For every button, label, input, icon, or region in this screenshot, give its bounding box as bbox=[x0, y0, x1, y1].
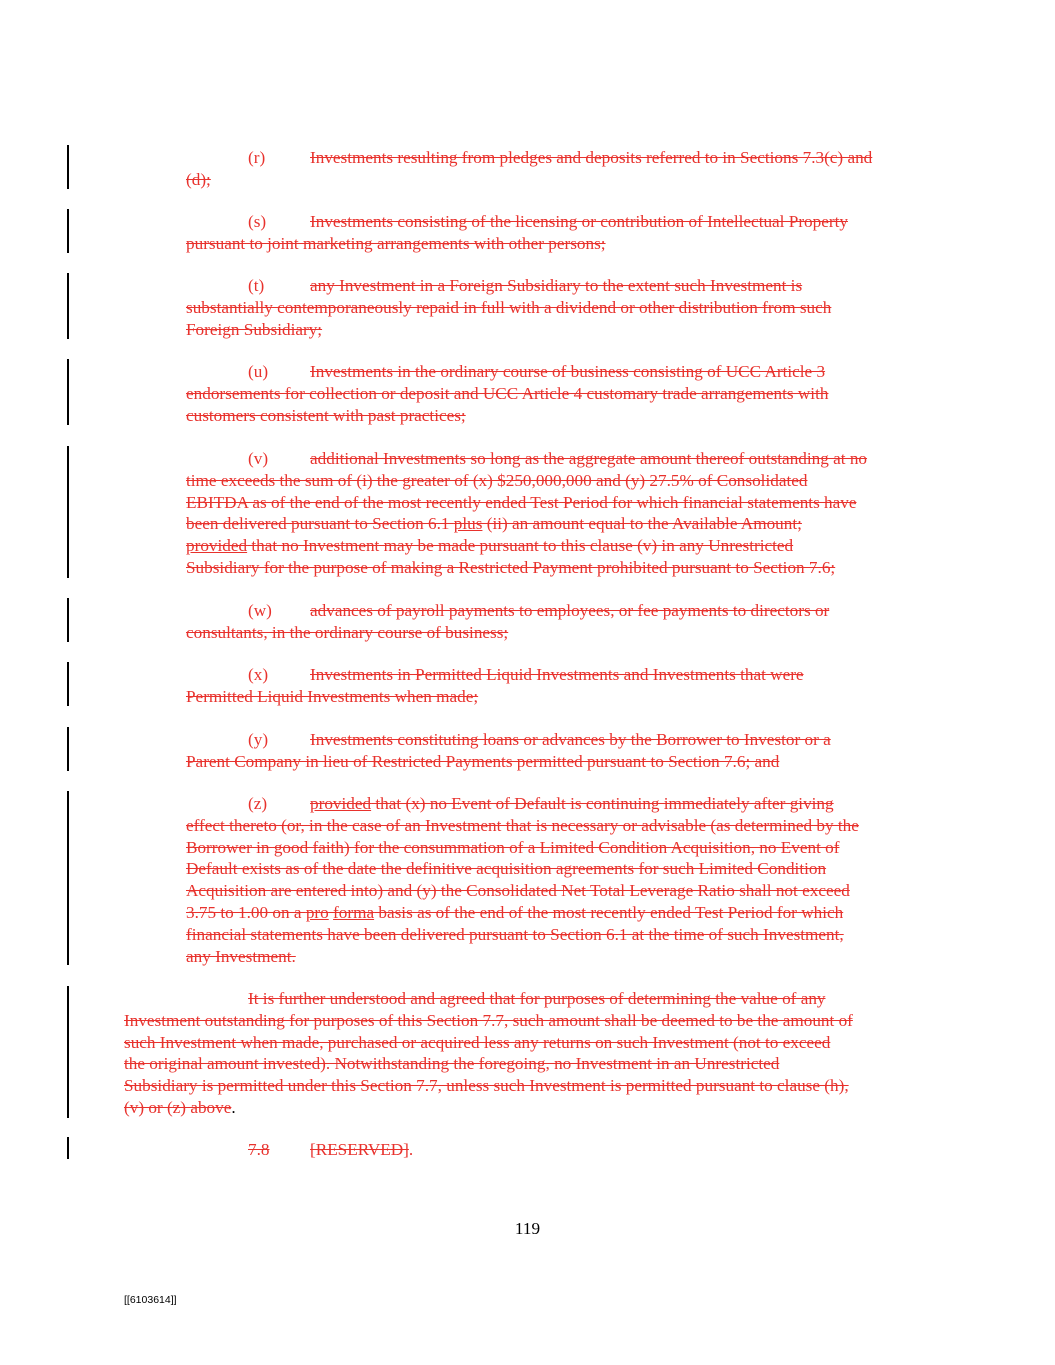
section-number: 7.8 bbox=[248, 1140, 270, 1159]
clause-text: pursuant to joint marketing arrangements with other persons; bbox=[186, 233, 606, 253]
change-bar bbox=[67, 209, 69, 253]
clause-text: customers consistent with past practices; bbox=[186, 405, 466, 425]
clause-s bbox=[186, 211, 931, 255]
clause-w bbox=[186, 600, 931, 644]
emphasis-term: pro bbox=[305, 902, 329, 922]
clause-text: Borrower in good faith) for the consummation of a Limited Condition Acquisition, no Event of bbox=[186, 837, 840, 857]
clause-text: that no Investment may be made pursuant to this clause (v) in any Unrestricted bbox=[247, 536, 794, 556]
clause-text: basis as of the end of the most recently ended Test Period for which bbox=[374, 902, 844, 922]
emphasis-term: forma bbox=[333, 902, 375, 922]
clause-text: (d); bbox=[186, 169, 211, 189]
section-7-8 bbox=[186, 1139, 931, 1161]
clause-text: been delivered pursuant to Section 6.1 bbox=[186, 514, 454, 534]
clause-text: EBITDA as of the end of the most recently ended Test Period for which financial statements have bbox=[186, 492, 857, 512]
change-bar bbox=[67, 1137, 69, 1159]
change-bar bbox=[67, 359, 69, 425]
clause-text: financial statements have been delivered pursuant to Section 6.1 at the time of such Investment, bbox=[186, 924, 844, 944]
clause-text: consultants, in the ordinary course of business; bbox=[186, 622, 509, 642]
clause-label: (u) bbox=[248, 362, 269, 381]
clause-label: (y) bbox=[248, 730, 269, 749]
change-bar bbox=[67, 598, 69, 642]
paragraph-text: (v) or (z) above bbox=[124, 1097, 232, 1117]
clause-text: Investments constituting loans or advances by the Borrower to Investor or a bbox=[310, 730, 831, 749]
clause-v bbox=[186, 448, 931, 579]
clause-text: Foreign Subsidiary; bbox=[186, 319, 323, 339]
clause-label: (v) bbox=[248, 449, 269, 468]
change-bar bbox=[67, 145, 69, 189]
clause-text: Subsidiary for the purpose of making a Restricted Payment prohibited pursuant to Section 7.6; bbox=[186, 557, 836, 577]
change-bar bbox=[67, 273, 69, 339]
emphasis-term: provided bbox=[310, 794, 372, 813]
paragraph-text: Subsidiary is permitted under this Section 7.7, unless such Investment is permitted pursuant to clause (h), bbox=[124, 1076, 849, 1096]
clause-text: Parent Company in lieu of Restricted Payments permitted pursuant to Section 7.6; and bbox=[186, 751, 780, 771]
clause-text: effect thereto (or, in the case of an Investment that is necessary or advisable (as determined by the bbox=[186, 815, 859, 835]
clause-text: Investments in Permitted Liquid Investments and Investments that were bbox=[310, 665, 804, 684]
clause-r bbox=[186, 147, 931, 191]
clause-text: Investments consisting of the licensing or contribution of Intellectual Property bbox=[310, 212, 848, 231]
section-title: [RESERVED] bbox=[310, 1140, 409, 1159]
clause-text: any Investment in a Foreign Subsidiary to the extent such Investment is bbox=[310, 276, 803, 295]
paragraph-text: the original amount invested). Notwithstanding the foregoing, no Investment in an Unrestricted bbox=[124, 1054, 780, 1074]
change-bar bbox=[67, 791, 69, 965]
clause-text: Permitted Liquid Investments when made; bbox=[186, 686, 479, 706]
clause-text: time exceeds the sum of (i) the greater of (x) $250,000,000 and (y) 27.5% of Consolidated bbox=[186, 470, 808, 490]
clause-z bbox=[186, 793, 931, 967]
clause-label: (z) bbox=[248, 794, 268, 813]
clause-text: (ii) an amount equal to the Available Amount; bbox=[482, 514, 802, 534]
paragraph-text: Investment outstanding for purposes of this Section 7.7, such amount shall be deemed to be the amount of bbox=[124, 1010, 853, 1030]
clause-text: Investments in the ordinary course of business consisting of UCC Article 3 bbox=[310, 362, 826, 381]
clause-text: 3.75 to 1.00 on a bbox=[186, 902, 306, 922]
clause-label: (t) bbox=[248, 276, 265, 295]
clause-text: Acquisition are entered into) and (y) the Consolidated Net Total Leverage Ratio shall not exceed bbox=[186, 881, 850, 901]
clause-label: (s) bbox=[248, 212, 267, 231]
paragraph-text: It is further understood and agreed that for purposes of determining the value of any bbox=[248, 989, 826, 1008]
paragraph-text: such Investment when made, purchased or acquired less any returns on such Investment (not to exceed bbox=[124, 1032, 831, 1052]
clause-label: (x) bbox=[248, 665, 269, 684]
clause-text: endorsements for collection or deposit and UCC Article 4 customary trade arrangements with bbox=[186, 383, 829, 403]
clause-t bbox=[186, 275, 931, 340]
clause-label: (w) bbox=[248, 601, 272, 620]
clause-text: Investments resulting from pledges and deposits referred to in Sections 7.3(c) and bbox=[310, 148, 873, 167]
change-bar bbox=[67, 662, 69, 706]
change-bar bbox=[67, 446, 69, 578]
clause-u bbox=[186, 361, 931, 426]
clause-text: any Investment. bbox=[186, 946, 296, 966]
page-number: 119 bbox=[514, 1219, 541, 1238]
section-trailing: . bbox=[408, 1140, 414, 1159]
document-id: [[6103614]] bbox=[124, 1294, 177, 1306]
closing-paragraph bbox=[124, 988, 934, 1119]
clause-text: advances of payroll payments to employees, or fee payments to directors or bbox=[310, 601, 830, 620]
clause-x bbox=[186, 664, 931, 708]
clause-text: Default exists as of the date the definitive acquisition agreements for such Limited Condition bbox=[186, 859, 827, 879]
emphasis-term: plus bbox=[453, 514, 483, 534]
clause-label: (r) bbox=[248, 148, 266, 167]
change-bar bbox=[67, 986, 69, 1118]
clause-text: substantially contemporaneously repaid in full with a dividend or other distribution from such bbox=[186, 297, 832, 317]
emphasis-term: provided bbox=[186, 536, 248, 556]
paragraph-trailing: . bbox=[231, 1097, 236, 1117]
clause-text: that (x) no Event of Default is continuing immediately after giving bbox=[371, 794, 834, 813]
change-bar bbox=[67, 727, 69, 771]
clause-text: additional Investments so long as the aggregate amount thereof outstanding at no bbox=[310, 449, 868, 468]
clause-y bbox=[186, 729, 931, 773]
